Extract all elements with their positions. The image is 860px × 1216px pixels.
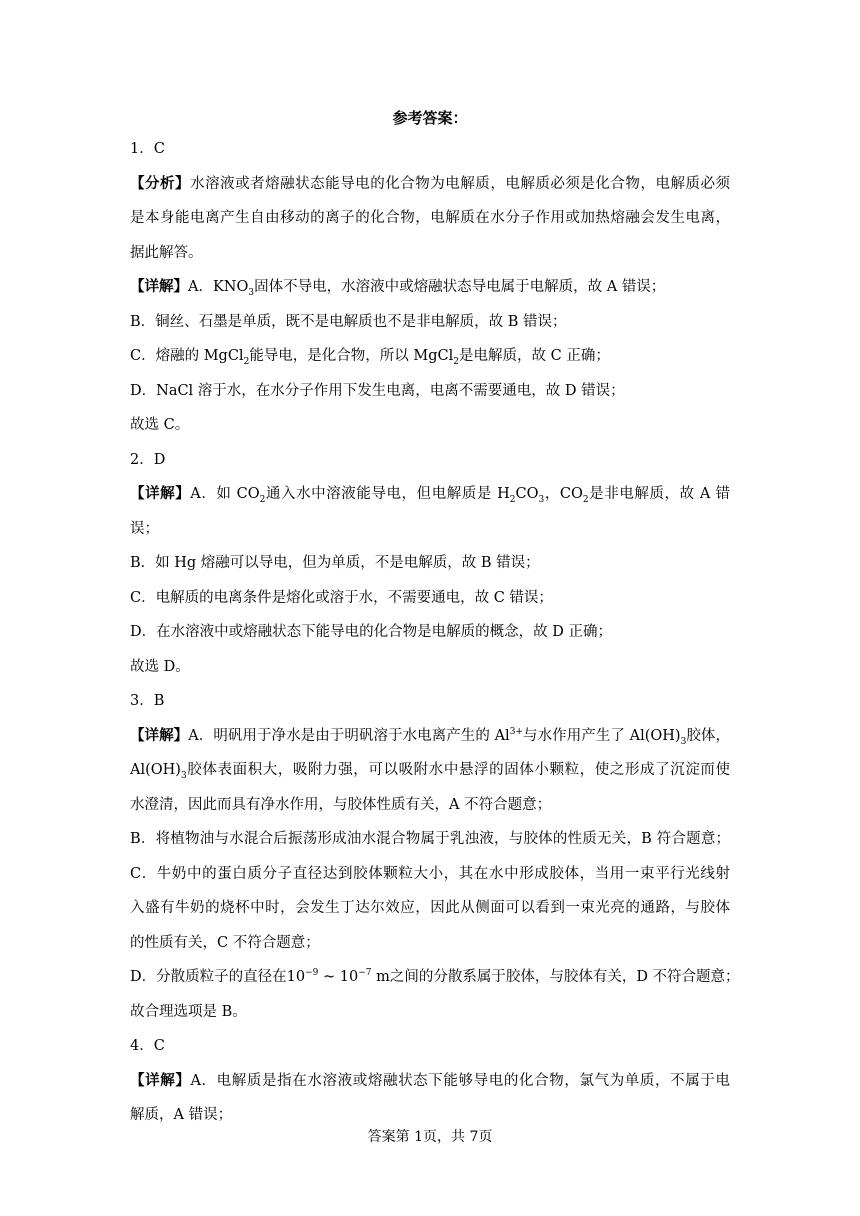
q2-option-a-cont: 误； [130,520,159,537]
q1-analysis-text-1: 水溶液或者熔融状态能导电的化合物为电解质，电解质必须是化合物，电解质必须 [190,175,731,192]
q4-number: 4．C [130,1038,165,1054]
page-title: 参考答案： [392,109,468,127]
q2-number: 2．D [130,451,166,468]
q3-option-a-line-3: 水澄清，因此而具有净水作用，与胶体性质有关，A 不符合题意； [130,796,552,813]
q2-option-d: D．在水溶液中或熔融状态下能导电的化合物是电解质的概念，故 D 正确； [130,624,612,640]
q1-option-c: C．熔融的 MgCl$_2$能导电，是化合物，所以 MgCl$_2$是电解质，故 C 正确； [130,348,610,367]
q4-detail-tag: 【详解】 [130,1071,191,1089]
q3-range-formula: $10^{-9}$ ~ $10^{-7}$ m [286,968,390,985]
q4-option-a-line-2: 解质，A 错误； [130,1107,233,1123]
q2-option-a: 【详解】A．如 $CO_2$通入水中溶液能导电，但电解质是 $H_2CO_3$，$CO_2$是非电解质，故 A 错 [130,485,730,505]
q3-option-d: D．分散质粒子的直径在$10^{-9}$ ~ $10^{-7}$ m之间的分散系属于胶体，与胶体有关，D 不符合题意； [130,968,740,985]
q1-option-a: 【详解】A．$KNO_3$固体不导电，水溶液中或熔融状态导电属于电解质，故 A 错误； [130,278,666,298]
q1-analysis-line-1 [130,167,730,202]
q3-option-c-line-3: 的性质有关，C 不符合题意； [130,934,320,951]
q3-option-b: B．将植物油与水混合后振荡形成油水混合物属于乳浊液，与胶体的性质无关，B 符合题意； [130,831,730,847]
q1-conclusion: 故选 C。 [130,417,190,433]
q3-option-a-line-1: 【详解】A．明矾用于净水是由于明矾溶于水电离产生的 $Al^{3+}$与水作用产生了 $Al(OH)_3$胶体， [130,726,730,747]
q3-option-c-line-1: C．牛奶中的蛋白质分子直径达到胶体颗粒大小，其在水中形成胶体，当用一束平行光线射 [130,865,730,882]
q1-detail-tag: 【详解】 [130,278,188,295]
q3-conclusion: 故合理选项是 B。 [130,1003,247,1020]
q1-option-b: B．铜丝、石墨是单质，既不是电解质也不是非电解质，故 B 错误； [130,313,567,330]
q3-detail-tag: 【详解】 [130,726,189,744]
q2-option-c: C．电解质的电离条件是熔化或溶于水，不需要通电，故 C 错误； [130,589,553,606]
page-footer: 答案第 1页，共 7页 [367,1129,493,1145]
q3-option-c-line-2: 入盛有牛奶的烧杯中时，会发生丁达尔效应，因此从侧面可以看到一束光亮的通路，与胶体 [130,900,730,916]
q1-analysis-line-3: 据此解答。 [130,244,203,261]
q2-option-b: B．如 Hg 熔融可以导电，但为单质，不是电解质，故 B 错误； [130,555,540,571]
q3-option-a-line-2: $Al(OH)_3$胶体表面积大，吸附力强，可以吸附水中悬浮的固体小颗粒，使之形成了沉淀而使 [130,762,730,781]
q1-option-d: D．NaCl 溶于水，在水分子作用下发生电离，电离不需要通电，故 D 错误； [130,382,625,399]
q1-number: 1．C [130,141,165,157]
q1-analysis-tag: 【分析】 [130,174,191,192]
q4-option-a-line-1: 【详解】A．电解质是指在水溶液或熔融状态下能够导电的化合物，氯气为单质，不属于电 [130,1071,731,1089]
q3-number: 3．B [130,693,165,709]
q2-detail-tag: 【详解】 [130,485,191,502]
answer-content [130,104,740,1133]
q2-conclusion: 故选 D。 [130,658,190,675]
q1-analysis-line-2: 是本身能电离产生自由移动的离子的化合物，电解质在水分子作用或加热熔融会发生电离， [130,210,730,226]
